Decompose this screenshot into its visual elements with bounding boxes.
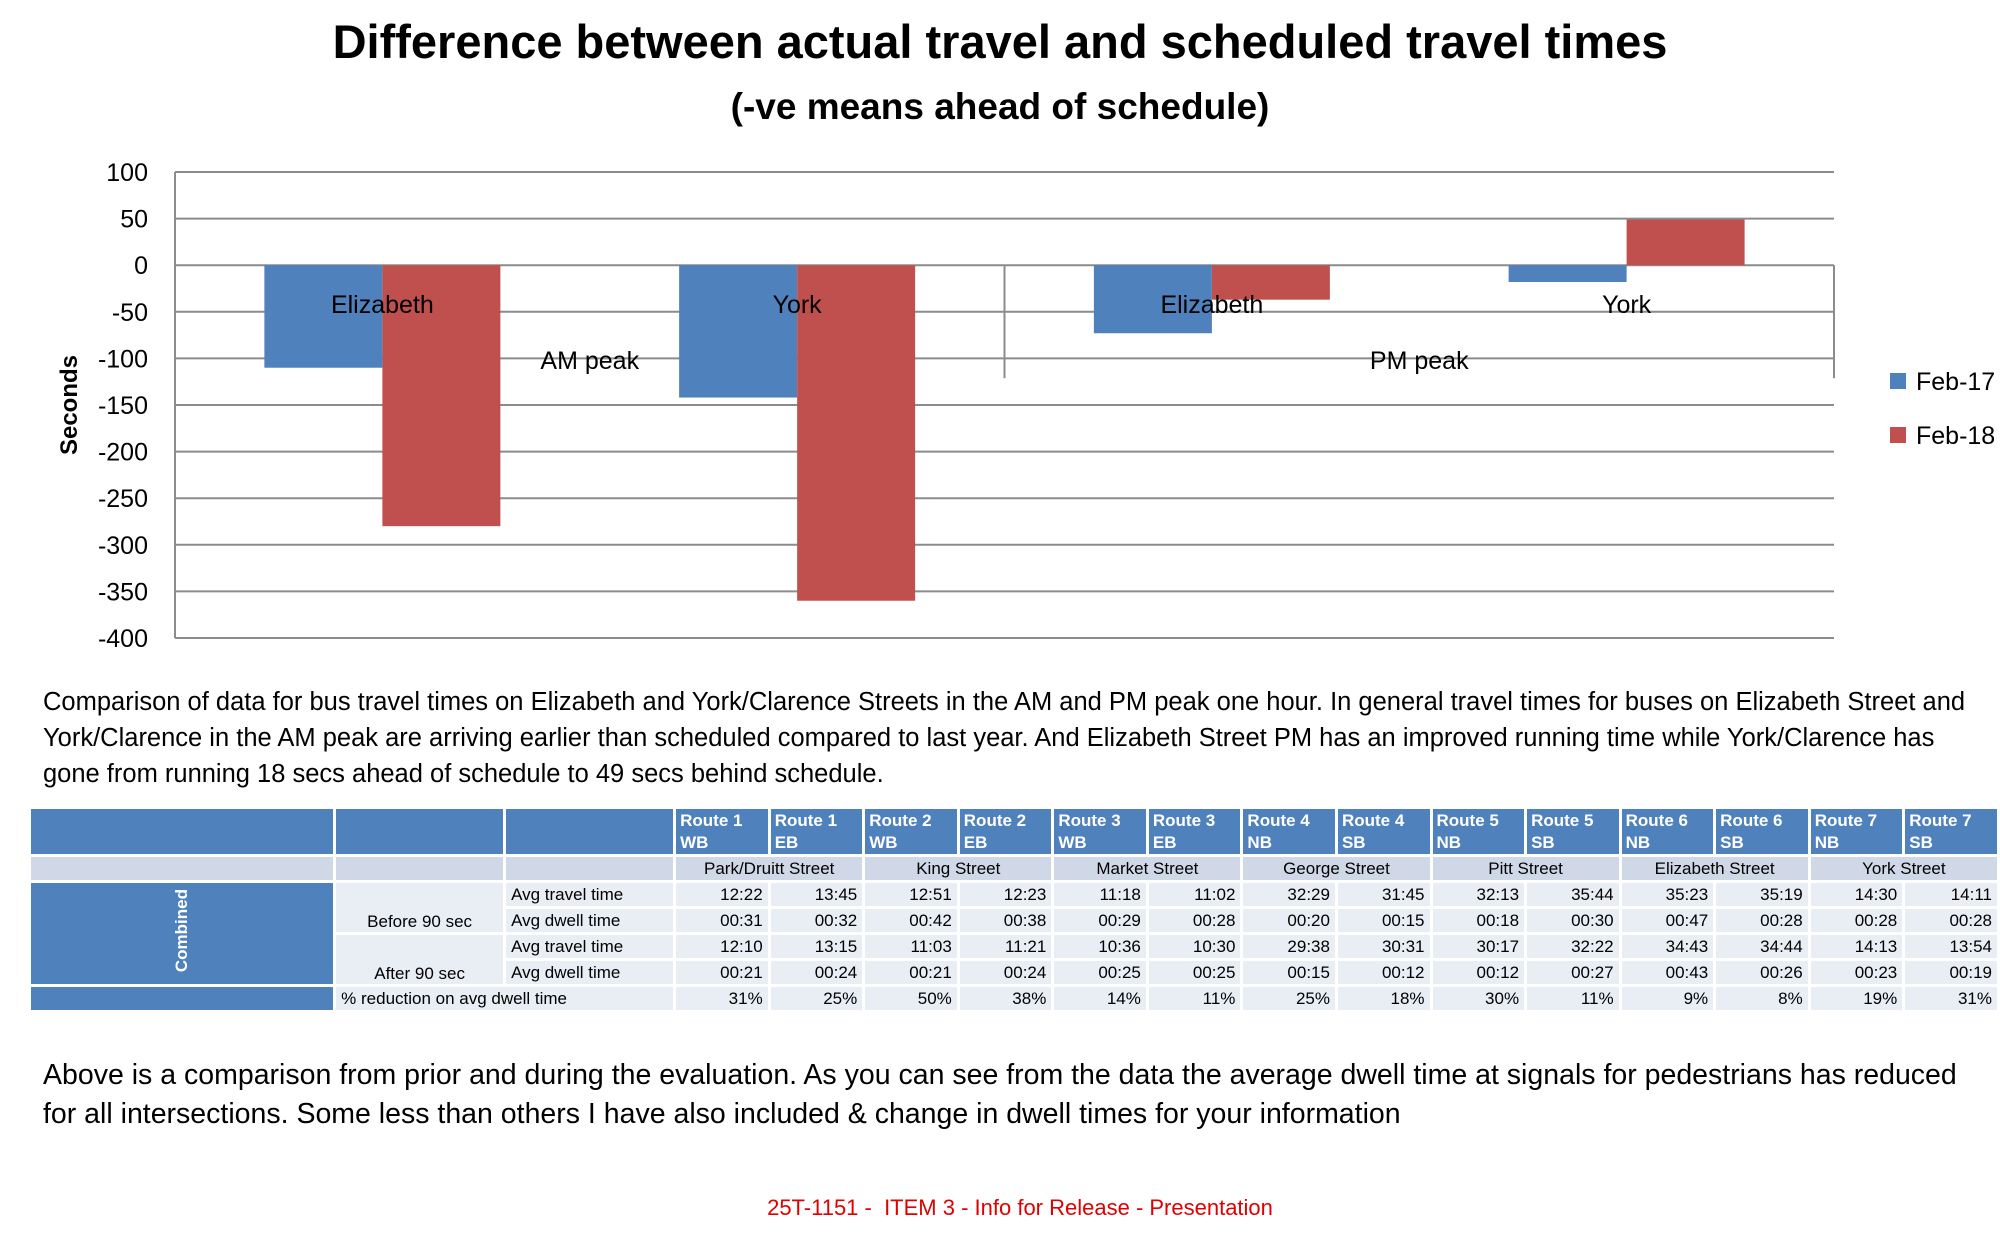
value-cell: 35:19 xyxy=(1716,883,1808,906)
legend-label: Feb-17 xyxy=(1916,368,1996,396)
reduction-value-cell: 19% xyxy=(1811,987,1903,1010)
route-header-cell: Route 3 WB xyxy=(1054,809,1146,854)
blank-cell xyxy=(31,987,333,1010)
reduction-value-cell: 25% xyxy=(1243,987,1335,1010)
value-cell: 00:12 xyxy=(1433,961,1525,984)
route-header-cell: Route 6 NB xyxy=(1622,809,1714,854)
reduction-value-cell: 31% xyxy=(1905,987,1997,1010)
y-tick-label: -50 xyxy=(111,298,148,327)
value-cell: 11:21 xyxy=(960,935,1052,958)
value-cell: 00:12 xyxy=(1338,961,1430,984)
comparison-paragraph: Above is a comparison from prior and during the evaluation. As you can see from the data the average dwell time at signals for pedestrians has reduced for all intersections. Some less than others I have also included & change in dwell times for your information xyxy=(43,1059,1957,1130)
value-cell: 00:25 xyxy=(1054,961,1146,984)
value-cell: 35:44 xyxy=(1527,883,1619,906)
route-header-cell: Route 2 EB xyxy=(960,809,1052,854)
reduction-value-cell: 38% xyxy=(960,987,1052,1010)
route-header-cell: Route 1 WB xyxy=(676,809,768,854)
value-cell: 00:15 xyxy=(1338,909,1430,932)
route-header-row xyxy=(31,809,1997,854)
reduction-value-cell: 8% xyxy=(1716,987,1808,1010)
value-cell: 30:17 xyxy=(1433,935,1525,958)
value-cell: 14:13 xyxy=(1811,935,1903,958)
reduction-value-cell: 25% xyxy=(771,987,863,1010)
value-cell: 13:54 xyxy=(1905,935,1997,958)
value-cell: 10:36 xyxy=(1054,935,1146,958)
value-cell: 32:29 xyxy=(1243,883,1335,906)
chart-subtitle: (-ve means ahead of schedule) xyxy=(730,86,1270,127)
bar-feb-17-1 xyxy=(679,265,797,397)
street-name-cell: Park/Druitt Street xyxy=(676,857,862,880)
value-cell: 12:51 xyxy=(865,883,957,906)
bar-feb-18-3 xyxy=(1627,220,1745,266)
combined-label: Combined xyxy=(172,889,192,973)
reduction-value-cell: 14% xyxy=(1054,987,1146,1010)
category-label: Elizabeth xyxy=(1160,291,1264,320)
category-label: Elizabeth xyxy=(330,291,434,320)
metric-label-cell: Avg dwell time xyxy=(506,909,673,932)
value-cell: 00:21 xyxy=(865,961,957,984)
footer-label: 25T-1151 - ITEM 3 - Info for Release - Presentation xyxy=(767,1195,1273,1220)
reduction-value-cell: 11% xyxy=(1527,987,1619,1010)
category-label: York xyxy=(772,291,822,320)
value-cell: 29:38 xyxy=(1243,935,1335,958)
dwell-time-table xyxy=(28,806,2000,1013)
value-cell: 00:15 xyxy=(1243,961,1335,984)
value-cell: 00:32 xyxy=(771,909,863,932)
value-cell: 00:38 xyxy=(960,909,1052,932)
reduction-row xyxy=(31,987,1997,1010)
value-cell: 00:23 xyxy=(1811,961,1903,984)
value-cell: 00:28 xyxy=(1716,909,1808,932)
street-name-cell: George Street xyxy=(1243,857,1429,880)
blank-cell xyxy=(506,857,673,880)
value-cell: 30:31 xyxy=(1338,935,1430,958)
y-tick-label: -250 xyxy=(97,485,148,514)
period-label-cell: After 90 sec xyxy=(336,935,503,984)
y-axis-label: Seconds xyxy=(56,354,83,456)
route-header-cell: Route 6 SB xyxy=(1716,809,1808,854)
blank-cell xyxy=(31,857,333,880)
y-tick-label: 50 xyxy=(120,205,148,234)
value-cell: 00:31 xyxy=(676,909,768,932)
value-cell: 00:19 xyxy=(1905,961,1997,984)
combined-label-cell xyxy=(31,883,333,984)
value-cell: 00:21 xyxy=(676,961,768,984)
y-tick-label: -350 xyxy=(97,578,148,607)
y-tick-label: -100 xyxy=(97,345,148,374)
reduction-value-cell: 30% xyxy=(1433,987,1525,1010)
category-label: York xyxy=(1602,291,1652,320)
reduction-label-cell: % reduction on avg dwell time xyxy=(336,987,673,1010)
value-cell: 00:28 xyxy=(1905,909,1997,932)
route-header-cell: Route 1 EB xyxy=(771,809,863,854)
value-cell: 32:13 xyxy=(1433,883,1525,906)
street-row xyxy=(31,857,1997,880)
value-cell: 00:28 xyxy=(1811,909,1903,932)
value-cell: 00:24 xyxy=(771,961,863,984)
metric-label-cell: Avg travel time xyxy=(506,883,673,906)
legend-swatch xyxy=(1890,427,1906,443)
value-cell: 11:18 xyxy=(1054,883,1146,906)
value-cell: 00:25 xyxy=(1149,961,1241,984)
reduction-value-cell: 9% xyxy=(1622,987,1714,1010)
route-header-cell: Route 7 NB xyxy=(1811,809,1903,854)
value-cell: 13:45 xyxy=(771,883,863,906)
value-cell: 11:03 xyxy=(865,935,957,958)
value-cell: 00:30 xyxy=(1527,909,1619,932)
route-header-cell: Route 4 NB xyxy=(1243,809,1335,854)
reduction-value-cell: 31% xyxy=(676,987,768,1010)
value-cell: 12:22 xyxy=(676,883,768,906)
street-name-cell: York Street xyxy=(1811,857,1997,880)
reduction-value-cell: 50% xyxy=(865,987,957,1010)
route-header-cell: Route 7 SB xyxy=(1905,809,1997,854)
y-tick-label: -150 xyxy=(97,392,148,420)
route-header-cell: Route 5 NB xyxy=(1433,809,1525,854)
street-name-cell: King Street xyxy=(865,857,1051,880)
metric-label-cell: Avg dwell time xyxy=(506,961,673,984)
value-cell: 00:24 xyxy=(960,961,1052,984)
street-name-cell: Market Street xyxy=(1054,857,1240,880)
route-header-cell: Route 3 EB xyxy=(1149,809,1241,854)
value-cell: 12:10 xyxy=(676,935,768,958)
header-blank-cell xyxy=(31,809,333,854)
street-name-cell: Elizabeth Street xyxy=(1622,857,1808,880)
reduction-value-cell: 11% xyxy=(1149,987,1241,1010)
value-cell: 12:23 xyxy=(960,883,1052,906)
y-tick-label: -300 xyxy=(97,531,148,560)
group-label: PM peak xyxy=(1369,347,1469,376)
value-cell: 31:45 xyxy=(1338,883,1430,906)
route-header-cell: Route 4 SB xyxy=(1338,809,1430,854)
legend-swatch xyxy=(1890,373,1906,389)
legend-label: Feb-18 xyxy=(1916,422,1996,450)
bar-feb-17-3 xyxy=(1509,265,1627,282)
header-blank-cell xyxy=(506,809,673,854)
value-cell: 35:23 xyxy=(1622,883,1714,906)
street-name-cell: Pitt Street xyxy=(1433,857,1619,880)
value-cell: 10:30 xyxy=(1149,935,1241,958)
value-cell: 14:11 xyxy=(1905,883,1997,906)
summary-paragraph: Comparison of data for bus travel times on Elizabeth and York/Clarence Streets in the AM and PM peak one hour. In general travel times for buses on Elizabeth Street and York/Clarence in the AM peak are arriving earlier than scheduled compared to last year. And Elizabeth Street PM has an improved running time while York/Clarence has gone from running 18 secs ahead of schedule to 49 secs behind schedule. xyxy=(43,688,1966,788)
value-cell: 00:42 xyxy=(865,909,957,932)
value-cell: 00:27 xyxy=(1527,961,1619,984)
value-cell: 00:26 xyxy=(1716,961,1808,984)
chart-title: Difference between actual travel and scheduled travel times xyxy=(332,15,1668,68)
y-tick-label: 100 xyxy=(106,159,148,187)
route-header-cell: Route 5 SB xyxy=(1527,809,1619,854)
period-label-cell: Before 90 sec xyxy=(336,883,503,932)
reduction-value-cell: 18% xyxy=(1338,987,1430,1010)
value-cell: 00:20 xyxy=(1243,909,1335,932)
value-cell: 34:44 xyxy=(1716,935,1808,958)
y-tick-label: -400 xyxy=(97,625,148,653)
value-cell: 00:29 xyxy=(1054,909,1146,932)
blank-cell xyxy=(336,857,503,880)
route-header-cell: Route 2 WB xyxy=(865,809,957,854)
value-cell: 14:30 xyxy=(1811,883,1903,906)
value-cell: 32:22 xyxy=(1527,935,1619,958)
y-tick-label: -200 xyxy=(97,438,148,467)
value-cell: 34:43 xyxy=(1622,935,1714,958)
value-cell: 00:28 xyxy=(1149,909,1241,932)
value-cell: 13:15 xyxy=(771,935,863,958)
value-cell: 00:47 xyxy=(1622,909,1714,932)
y-tick-label: 0 xyxy=(134,252,148,281)
header-blank-cell xyxy=(336,809,503,854)
value-cell: 00:43 xyxy=(1622,961,1714,984)
group-label: AM peak xyxy=(540,347,640,376)
value-cell: 11:02 xyxy=(1149,883,1241,906)
value-cell: 00:18 xyxy=(1433,909,1525,932)
metric-label-cell: Avg travel time xyxy=(506,935,673,958)
table-row xyxy=(31,883,1997,906)
